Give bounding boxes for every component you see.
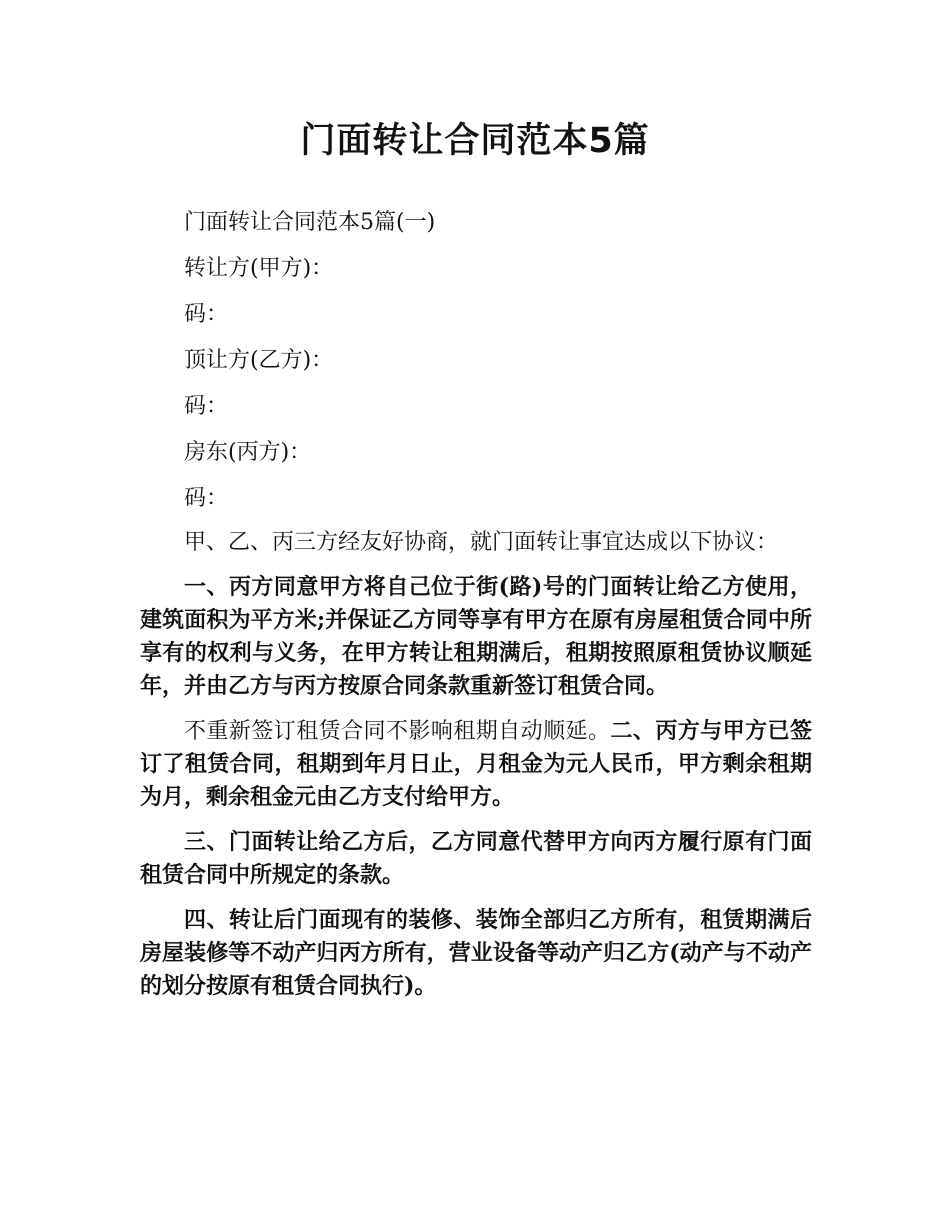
clause-2-bold-text: 二、丙方与甲方已签订了租赁合同，租期到年月日止，月租金为元人民币，甲方剩余租期为月，剩余租金元由乙方支付给甲方。 — [140, 718, 812, 810]
party-b-code-line: 码： — [184, 394, 229, 419]
party-c-code-line: 码： — [184, 486, 229, 511]
clause-2-paragraph — [140, 715, 812, 814]
document-body — [140, 200, 812, 1003]
party-c-line: 房东(丙方)： — [184, 440, 312, 465]
clause-4-paragraph: 四、转让后门面现有的装修、装饰全部归乙方所有，租赁期满后房屋装修等不动产归丙方所有，营业设备等动产归乙方(动产与不动产的划分按原有租赁合同执行)。 — [140, 907, 812, 999]
party-a-code-line: 码： — [184, 302, 229, 327]
subtitle-line: 门面转让合同范本5篇(一) — [184, 210, 436, 235]
party-a-line: 转让方(甲方)： — [184, 256, 334, 281]
clause-3-paragraph: 三、门面转让给乙方后，乙方同意代替甲方向丙方履行原有门面租赁合同中所规定的条款。 — [140, 829, 812, 888]
party-b-line: 顶让方(乙方)： — [184, 348, 334, 373]
intro-paragraph: 甲、乙、丙三方经友好协商，就门面转让事宜达成以下协议： — [184, 530, 779, 555]
clause-1-paragraph: 一、丙方同意甲方将自己位于街(路)号的门面转让给乙方使用，建筑面积为平方米;并保证乙方同等享有甲方在原有房屋租赁合同中所享有的权利与义务，在甲方转让租期满后，租期按照原租赁协议顺延年，并由乙方与丙方按原合同条款重新签订租赁合同。 — [140, 574, 812, 699]
document-title: 门面转让合同范本5篇 — [300, 121, 650, 161]
clause-2-plain-text: 不重新签订租赁合同不影响租期自动顺延。 — [184, 719, 611, 744]
